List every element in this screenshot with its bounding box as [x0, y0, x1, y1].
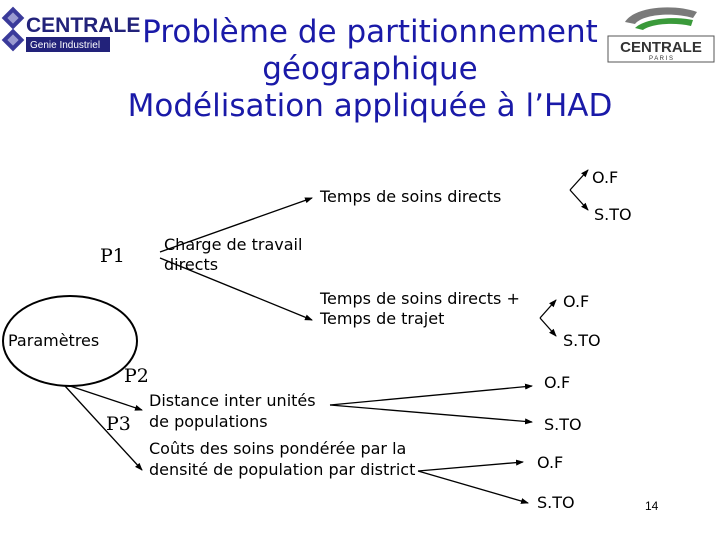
label-of-3: O.F	[544, 373, 571, 392]
arrow-couts-to-of	[418, 462, 523, 471]
label-sto-1: S.TO	[594, 205, 632, 224]
label-sto-2: S.TO	[563, 331, 601, 350]
arrow-temps-directs-to-of	[570, 170, 588, 190]
arrow-couts-to-sto	[418, 471, 528, 503]
label-of-4: O.F	[537, 453, 564, 472]
label-temps-trajet-line-2: Temps de trajet	[320, 309, 445, 328]
logo-right-subtitle: P A R I S	[649, 56, 673, 62]
arrow-temps-trajet-to-sto	[540, 318, 556, 336]
arrow-distance-to-sto	[330, 405, 532, 422]
label-of-2: O.F	[563, 292, 590, 311]
arrow-parametres-to-distance	[70, 386, 142, 410]
label-charge-line-2: directs	[164, 255, 219, 274]
label-sto-4: S.TO	[537, 493, 575, 512]
label-couts-line-1: Coûts des soins pondérée par la	[149, 439, 407, 458]
arrow-distance-to-of	[330, 386, 532, 405]
label-charge-line-1: Charge de travail	[164, 235, 303, 254]
label-temps-soins-directs: Temps de soins directs	[320, 187, 502, 206]
page-number: 14	[645, 499, 659, 513]
label-sto-3: S.TO	[544, 415, 582, 434]
arrow-temps-trajet-to-of	[540, 300, 556, 318]
title-line-1: Problème de partitionnement	[142, 14, 598, 50]
label-distance-line-2: de populations	[149, 412, 268, 431]
title-line-2: géographique	[262, 51, 478, 87]
label-distance-line-1: Distance inter unités	[149, 391, 316, 410]
logo-left-subtitle: Genie Industriel	[30, 40, 101, 51]
title-line-3: Modélisation appliquée à l’HAD	[127, 88, 613, 124]
logo-left-name: CENTRALE	[26, 14, 141, 37]
label-couts-line-2: densité de population par district	[149, 460, 416, 479]
label-p1: P1	[100, 245, 125, 267]
label-parametres: Paramètres	[8, 331, 100, 350]
label-of-1: O.F	[592, 168, 619, 187]
label-p3: P3	[106, 413, 131, 435]
arrow-temps-directs-to-sto	[570, 190, 588, 210]
label-p2: P2	[124, 365, 149, 387]
logo-right-name: CENTRALE	[620, 39, 702, 56]
label-temps-trajet-line-1: Temps de soins directs +	[320, 289, 520, 308]
